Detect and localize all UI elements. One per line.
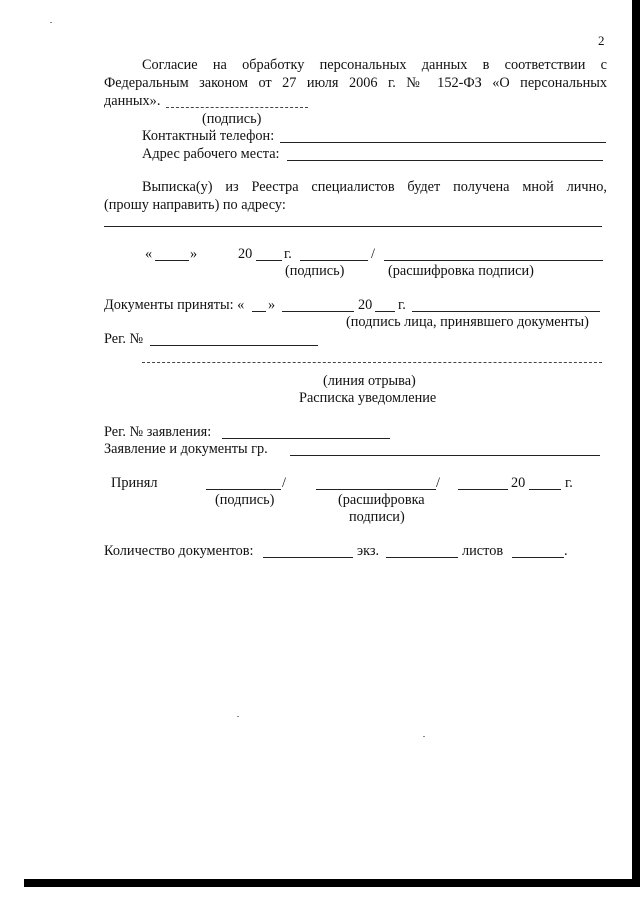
receipt-transcript-caption-2: подписи): [349, 509, 405, 525]
accepted-day-field[interactable]: [252, 311, 266, 312]
count-label: Количество документов:: [104, 543, 254, 559]
date-year-suffix: г.: [284, 246, 292, 262]
count-copies-label: экз.: [357, 543, 380, 559]
address-field[interactable]: [287, 160, 603, 161]
accepted-month-field[interactable]: [282, 311, 354, 312]
consent-signature-line[interactable]: [166, 107, 308, 108]
consent-line-3: данных».: [104, 93, 161, 109]
date-signature-field[interactable]: [300, 260, 368, 261]
date-open-quote: «: [145, 246, 153, 262]
accepted-signature-field[interactable]: [412, 311, 600, 312]
tear-line-caption: (линия отрыва): [323, 373, 416, 389]
reg-number-label: Рег. №: [104, 331, 144, 347]
tear-line: [142, 362, 602, 363]
reg-number-field[interactable]: [150, 345, 318, 346]
count-sheets-label: листов: [462, 543, 504, 559]
count-sheets-pre-field[interactable]: [386, 557, 458, 558]
accepted-year-prefix: 20: [358, 297, 373, 313]
receipt-signature-field[interactable]: [206, 489, 281, 490]
receipt-docs-label: Заявление и документы гр.: [104, 441, 268, 457]
extract-line-1: Выписка(у) из Реестра специалистов будет получена мной лично,: [142, 179, 607, 195]
count-end-dot: .: [564, 543, 568, 559]
receipt-date-field[interactable]: [458, 489, 508, 490]
receipt-slash-2: /: [436, 475, 440, 491]
receipt-reg-label: Рег. № заявления:: [104, 424, 212, 440]
scan-speck: [237, 716, 239, 717]
accepted-year-suffix: г.: [398, 297, 406, 313]
receipt-year-suffix: г.: [565, 475, 573, 491]
accepted-close-quote: »: [268, 297, 276, 313]
date-day-field[interactable]: [155, 260, 189, 261]
accepted-caption: (подпись лица, принявшего документы): [346, 314, 589, 330]
receipt-year-prefix: 20: [511, 475, 526, 491]
consent-line-2: Федеральным законом от 27 июля 2006 г. № 152-ФЗ «О персональных: [104, 75, 607, 91]
accepted-year-field[interactable]: [375, 311, 395, 312]
receipt-docs-field[interactable]: [290, 455, 600, 456]
page-number: 2: [598, 33, 605, 48]
receipt-signature-caption: (подпись): [215, 492, 275, 508]
count-copies-field[interactable]: [263, 557, 353, 558]
date-signature-caption: (подпись): [285, 263, 345, 279]
consent-signature-caption: (подпись): [202, 111, 262, 127]
date-year-field[interactable]: [256, 260, 282, 261]
extract-address-field[interactable]: [104, 226, 602, 227]
date-transcript-caption: (расшифровка подписи): [388, 263, 534, 279]
date-year-prefix: 20: [238, 246, 253, 262]
consent-line-1: Согласие на обработку персональных данных в соответствии с: [142, 57, 607, 73]
date-slash: /: [371, 246, 375, 262]
receipt-transcript-caption-1: (расшифровка: [338, 492, 425, 508]
scan-speck: [50, 22, 52, 23]
extract-line-2: (прошу направить) по адресу:: [104, 197, 286, 213]
scan-speck: [423, 736, 425, 737]
address-label: Адрес рабочего места:: [142, 146, 280, 162]
receipt-year-field[interactable]: [529, 489, 561, 490]
count-sheets-field[interactable]: [512, 557, 564, 558]
phone-field[interactable]: [280, 142, 606, 143]
scan-border-right: [632, 0, 640, 887]
date-close-quote: »: [190, 246, 198, 262]
receipt-transcript-field[interactable]: [316, 489, 436, 490]
accepted-label: Документы приняты: «: [104, 297, 245, 313]
receipt-slash-1: /: [282, 475, 286, 491]
scan-border-bottom: [24, 879, 640, 887]
date-transcript-field[interactable]: [384, 260, 603, 261]
receipt-title: Расписка уведомление: [299, 390, 437, 406]
phone-label: Контактный телефон:: [142, 128, 275, 144]
receipt-accepted-label: Принял: [111, 475, 158, 491]
receipt-reg-field[interactable]: [222, 438, 390, 439]
